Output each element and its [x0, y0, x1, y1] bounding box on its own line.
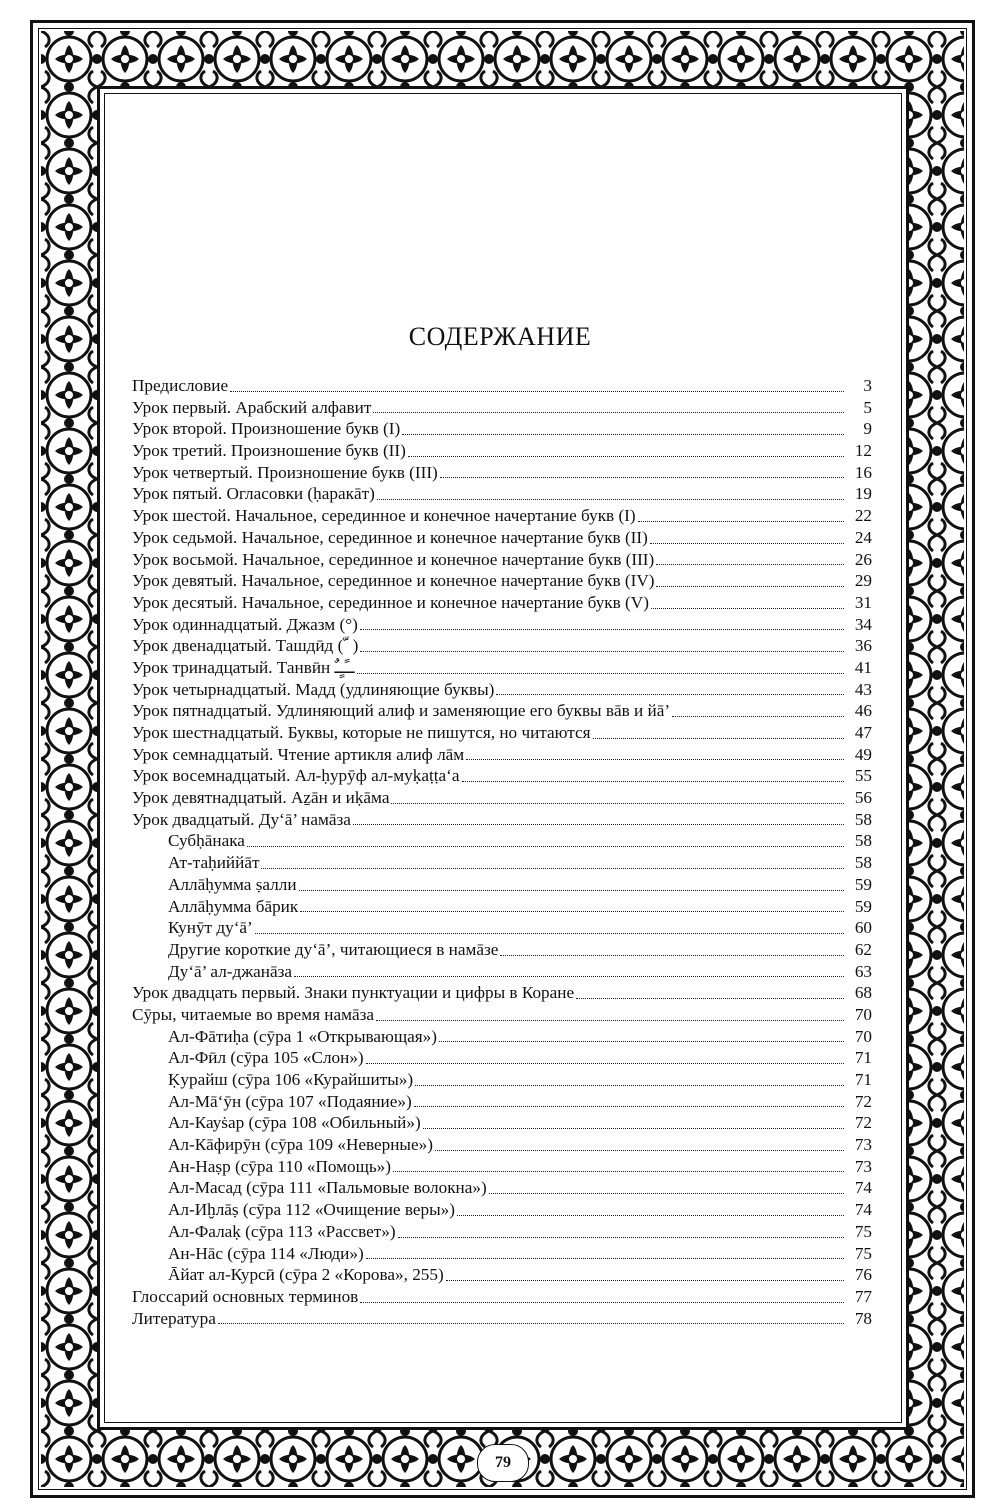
toc-entry-page: 3 [863, 376, 872, 395]
toc-entry[interactable] [132, 874, 872, 896]
dot-leader [489, 1192, 844, 1194]
dot-leader [500, 954, 844, 956]
toc-entry-label: Глоссарий основных терминов [132, 1286, 359, 1306]
toc-entry-page: 71 [854, 1048, 872, 1068]
dot-leader [218, 1322, 844, 1324]
toc-entry-page: 78 [854, 1308, 872, 1328]
toc-entry-page: 72 [854, 1113, 872, 1133]
toc-entry-page: 47 [854, 723, 872, 742]
toc-entry-page: 24 [854, 527, 872, 547]
dot-leader [377, 498, 844, 500]
toc-entry[interactable] [132, 549, 872, 571]
toc-entry-label: Ал-Фāтиḥа (сӯра 1 «Открывающая») [168, 1026, 437, 1046]
toc-entry-page: 43 [854, 679, 872, 699]
toc-entry-label: Сӯры, читаемые во время намāза [132, 1004, 375, 1024]
toc-entry[interactable] [132, 657, 872, 679]
toc-entry-label: Урок четвертый. Произношение букв (III) [132, 462, 438, 482]
dot-leader [462, 780, 845, 782]
dot-leader [466, 758, 844, 760]
toc-entry-label: Урок десятый. Начальное, серединное и конечное начертание букв (V) [132, 592, 649, 612]
page-number: 79 [477, 1444, 529, 1482]
toc-entry-label: Ал-Фалаḳ (сӯра 113 «Рассвет») [168, 1221, 396, 1241]
toc-entry-page: 58 [854, 831, 872, 851]
dot-leader [255, 932, 844, 934]
dot-leader [230, 390, 844, 392]
toc-entry[interactable] [132, 375, 872, 397]
dot-leader [650, 542, 844, 544]
toc-entry[interactable] [132, 1069, 872, 1091]
toc-entry[interactable] [132, 679, 872, 701]
toc-entry-label: Субḥāнака [168, 831, 245, 851]
toc-entry-label: Ал-Кāфирӯн (сӯра 109 «Неверные») [168, 1135, 433, 1155]
dot-leader [656, 563, 844, 565]
toc-entry-label: Ал-Масад (сӯра 111 «Пальмовые волокна») [168, 1178, 487, 1198]
toc-entry-label: Урок пятнадцатый. Удлиняющий алиф и заменяющие его буквы вāв и йā’ [132, 701, 671, 721]
toc-entry[interactable] [132, 982, 872, 1004]
toc-entry[interactable] [132, 852, 872, 874]
toc-entry-page: 71 [854, 1070, 872, 1089]
dot-leader [414, 1105, 844, 1107]
dot-leader [439, 1040, 844, 1042]
dot-leader [402, 433, 844, 435]
toc-entry-label: Литература [132, 1308, 216, 1328]
toc-entry[interactable] [132, 700, 872, 722]
toc-entry[interactable] [132, 483, 872, 505]
toc-entry-label: Урок двадцатый. Ду‘ā’ намāза [132, 809, 351, 829]
toc-entry-page: 56 [854, 788, 872, 808]
toc-entry[interactable] [132, 635, 872, 657]
toc-entry-label: Урок девятнадцатый. Аẕāн и иḳāма [132, 788, 390, 808]
dot-leader [299, 889, 844, 891]
toc-entry-page: 74 [854, 1200, 872, 1220]
toc-entry-label: Кунӯт ду‘ā’ [168, 918, 253, 938]
toc-entry-label: Урок девятый. Начальное, серединное и конечное начертание букв (IV) [132, 571, 655, 591]
toc-entry-page: 49 [854, 744, 872, 764]
toc-entry-label: Урок тринадцатый. Танвӣн ــًـٍـٌ [132, 657, 355, 677]
dot-leader [446, 1279, 844, 1281]
dot-leader [398, 1236, 844, 1238]
toc-entry-page: 60 [854, 918, 872, 938]
toc-entry-page: 59 [854, 896, 872, 916]
dot-leader [656, 585, 844, 587]
toc-entry-label: Урок шестнадцатый. Буквы, которые не пишутся, но читаются [132, 723, 591, 742]
dot-leader [576, 997, 844, 999]
toc-entry-page: 63 [854, 961, 872, 981]
toc-entry-label: Ан-Нāс (сӯра 114 «Люди») [168, 1243, 364, 1263]
toc-entry[interactable] [132, 1026, 872, 1048]
dot-leader [593, 737, 844, 739]
toc-entry[interactable] [132, 1243, 872, 1265]
toc-entry-label: Ал-Фӣл (сӯра 105 «Слон») [168, 1048, 364, 1068]
toc-entry[interactable] [132, 1004, 872, 1026]
dot-leader [440, 476, 844, 478]
toc-entry-page: 9 [863, 419, 872, 439]
toc-entry[interactable] [132, 1221, 872, 1243]
toc-entry[interactable] [132, 765, 872, 787]
toc-entry-page: 16 [854, 462, 872, 482]
toc-entry-page: 34 [854, 614, 872, 634]
toc-entry[interactable] [132, 505, 872, 527]
toc-entry-page: 31 [854, 592, 872, 612]
toc-entry-page: 5 [863, 397, 872, 417]
toc-entry[interactable] [132, 418, 872, 440]
toc-entry-page: 58 [854, 809, 872, 829]
toc-entry-label: Аллāḥумма ṣалли [168, 874, 297, 894]
toc-entry-page: 62 [854, 939, 872, 959]
dot-leader [496, 693, 844, 695]
dot-leader [357, 672, 844, 674]
dot-leader [408, 455, 844, 457]
dot-leader [353, 823, 844, 825]
toc-entry-page: 75 [854, 1221, 872, 1241]
toc-entry-page: 72 [854, 1091, 872, 1111]
toc-entry[interactable] [132, 397, 872, 419]
toc-entry[interactable] [132, 830, 872, 852]
toc-entry-label: Урок седьмой. Начальное, серединное и конечное начертание букв (II) [132, 527, 648, 547]
toc-entry-page: 46 [854, 701, 872, 721]
toc-entry[interactable] [132, 722, 872, 744]
toc-entry[interactable] [132, 527, 872, 549]
toc-entry[interactable] [132, 1112, 872, 1134]
toc-entry-label: Ал-Мā‘ӯн (сӯра 107 «Подаяние») [168, 1091, 412, 1111]
toc-entry-label: Урок четырнадцатый. Мадд (удлиняющие буквы) [132, 679, 495, 699]
toc-entry[interactable] [132, 1134, 872, 1156]
toc-entry[interactable] [132, 787, 872, 809]
toc-entry-label: Урок первый. Арабский алфавит [132, 397, 372, 417]
toc-entry[interactable] [132, 1091, 872, 1113]
toc-entry[interactable] [132, 1264, 872, 1286]
toc-entry[interactable] [132, 440, 872, 462]
toc-entry-label: Урок одиннадцатый. Джазм (°) [132, 614, 358, 634]
dot-leader [366, 1062, 844, 1064]
toc-entry-label: Урок семнадцатый. Чтение артикля алиф лāм [132, 744, 465, 764]
toc-entry[interactable] [132, 1047, 872, 1069]
toc-entry-label: Урок второй. Произношение букв (I) [132, 419, 401, 439]
toc-entry-label: Урок шестой. Начальное, серединное и конечное начертание букв (I) [132, 506, 636, 526]
toc-entry-page: 73 [854, 1135, 872, 1155]
dot-leader [415, 1084, 844, 1086]
toc-entry[interactable] [132, 1177, 872, 1199]
toc-entry-label: Ат-таḥиййāт [168, 853, 260, 873]
toc-entry-label: Ал-Кауṡар (сӯра 108 «Обильный») [168, 1113, 421, 1133]
table-of-contents [132, 375, 872, 1329]
toc-entry-page: 73 [854, 1156, 872, 1176]
toc-entry-label: Урок восемнадцатый. Ал-ḥурӯф ал-муḳаṭṭа‘а [132, 766, 460, 786]
toc-entry-page: 55 [854, 766, 872, 786]
dot-leader [393, 1170, 844, 1172]
toc-entry-label: Ду‘ā’ ал-джанāза [168, 961, 292, 981]
toc-entry-page: 74 [854, 1178, 872, 1198]
toc-entry-page: 77 [854, 1286, 872, 1306]
toc-entry[interactable] [132, 896, 872, 918]
toc-entry-label: Урок двенадцатый. Ташдӣд ( ّ ) [132, 636, 359, 656]
toc-entry[interactable] [132, 592, 872, 614]
dot-leader [261, 867, 844, 869]
toc-entry-label: Урок двадцать первый. Знаки пунктуации и цифры в Коране [132, 983, 575, 1003]
toc-entry-label: Урок пятый. Огласовки (ḥаракāт) [132, 484, 375, 504]
toc-entry[interactable] [132, 462, 872, 484]
toc-entry-page: 19 [854, 484, 872, 504]
toc-entry-label: Урок восьмой. Начальное, серединное и конечное начертание букв (III) [132, 549, 655, 569]
toc-entry[interactable] [132, 744, 872, 766]
dot-leader [373, 411, 844, 413]
toc-entry-label: Āйат ал-Курсӣ (сӯра 2 «Корова», 255) [168, 1265, 444, 1285]
toc-entry[interactable] [132, 614, 872, 636]
toc-entry-label: Ḳурайш (сӯра 106 «Курайшиты») [168, 1070, 414, 1089]
toc-entry[interactable] [132, 961, 872, 983]
toc-entry[interactable] [132, 570, 872, 592]
toc-entry[interactable] [132, 917, 872, 939]
page-title: СОДЕРЖАНИЕ [408, 322, 592, 351]
toc-entry-page: 70 [854, 1004, 872, 1024]
toc-entry-label: Другие короткие ду‘ā’, читающиеся в намāзе [168, 939, 499, 959]
toc-entry-page: 26 [854, 549, 872, 569]
dot-leader [247, 845, 844, 847]
toc-entry[interactable] [132, 1199, 872, 1221]
dot-leader [366, 1257, 844, 1259]
dot-leader [360, 1301, 844, 1303]
dot-leader [651, 607, 844, 609]
toc-entry-label: Аллāḥумма бāрик [168, 896, 299, 916]
toc-entry-page: 58 [854, 853, 872, 873]
dot-leader [360, 628, 844, 630]
dot-leader [391, 802, 844, 804]
toc-entry-page: 76 [854, 1265, 872, 1285]
toc-entry-label: Ан-Наṣр (сӯра 110 «Помощь») [168, 1156, 391, 1176]
dot-leader [294, 975, 844, 977]
dot-leader [360, 650, 844, 652]
dot-leader [435, 1149, 844, 1151]
toc-entry-page: 41 [854, 657, 872, 677]
dot-leader [457, 1214, 844, 1216]
toc-entry[interactable] [132, 1156, 872, 1178]
toc-entry-page: 12 [854, 441, 872, 461]
toc-entry-label: Предисловие [132, 376, 229, 395]
toc-entry-page: 36 [854, 636, 872, 656]
toc-entry-page: 29 [854, 571, 872, 591]
dot-leader [300, 910, 844, 912]
toc-entry-page: 75 [854, 1243, 872, 1263]
dot-leader [672, 715, 844, 717]
toc-entry[interactable] [132, 939, 872, 961]
toc-entry-page: 68 [854, 983, 872, 1003]
toc-entry-page: 59 [854, 874, 872, 894]
toc-entry-label: Ал-Иḫлāṣ (сӯра 112 «Очищение веры») [168, 1200, 455, 1220]
toc-entry-label: Урок третий. Произношение букв (II) [132, 441, 406, 461]
toc-entry-page: 22 [854, 506, 872, 526]
dot-leader [376, 1019, 844, 1021]
toc-entry-page: 70 [854, 1026, 872, 1046]
dot-leader [638, 520, 844, 522]
toc-entry[interactable] [132, 1308, 872, 1330]
toc-entry[interactable] [132, 1286, 872, 1308]
toc-entry[interactable] [132, 809, 872, 831]
dot-leader [423, 1127, 844, 1129]
